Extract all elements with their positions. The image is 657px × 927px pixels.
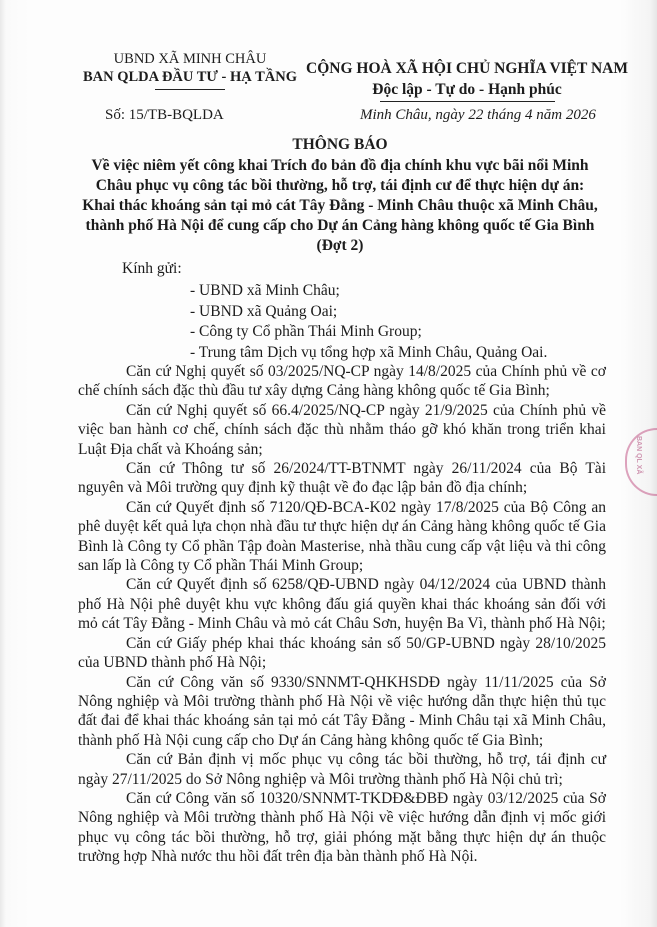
document-number: Số: 15/TB-BQLDA [105,107,224,123]
recipient-item: - Công ty Cổ phần Thái Minh Group; [190,323,422,340]
legal-basis-paragraph: Căn cứ Nghị quyết số 03/2025/NQ-CP ngày 14/8/2025 của Chính phủ về cơ chế chính sách đặc thù đầu tư xây dựng Cảng hàng không quốc tế Gia Bình; [78,363,606,400]
document-subject: Về việc niêm yết công khai Trích đo bản đồ địa chính khu vực bãi nổi Minh Châu phục vụ công tác bồi thường, hỗ trợ, tái định cư để thực hiện dự án: Khai thác khoáng sản tại mỏ cát Tây Đằng - Minh Châu thuộc xã Minh Châu, thành phố Hà Nội để cung cấp cho Dự án Cảng hàng không quốc tế Gia Bình (Đợt 2) [82,157,598,254]
issuer-underline [155,89,225,90]
recipient-item: - UBND xã Minh Châu; [190,282,340,299]
issuer-block [70,50,310,90]
legal-basis-paragraph: Căn cứ Giấy phép khai thác khoáng sản số 50/GP-UBND ngày 28/10/2025 của UBND thành phố Hà Nội; [78,634,606,672]
seal-stamp-fragment [625,428,657,496]
recipient-list [190,281,547,363]
legal-basis-paragraph: Căn cứ Bản định vị mốc phục vụ công tác bồi thường, hỗ trợ, tái định cư ngày 27/11/2025 do Sở Nông nghiệp và Môi trường thành phố Hà Nội chủ trì; [78,751,606,788]
issue-date: Minh Châu, ngày 22 tháng 4 năm 2026 [360,107,596,123]
national-heading [300,58,634,102]
legal-basis-paragraph: Căn cứ Công văn số 10320/SNNMT-TKDĐ&ĐBĐ ngày 03/12/2025 của Sở Nông nghiệp và Môi trường thành phố Hà Nội về việc hướng dẫn định vị mốc giới phục vụ công tác bồi thường, hỗ trợ, giải phóng mặt bằng thực hiện dự án thuộc trường hợp Nhà nước thu hồi đất trên địa bàn thành phố Hà Nội. [78,789,606,866]
legal-basis-paragraph: Căn cứ Nghị quyết số 66.4/2025/NQ-CP ngày 21/9/2025 của Chính phủ về việc ban hành cơ chế, chính sách đặc thù nhằm tháo gỡ khó khăn trong triển khai Luật Địa chất và Khoáng sản; [78,401,606,458]
recipient-item: - Trung tâm Dịch vụ tổng hợp xã Minh Châu, Quảng Oai. [190,343,548,361]
legal-basis-paragraph: Căn cứ Thông tư số 26/2024/TT-BTNMT ngày 26/11/2024 của Bộ Tài nguyên và Môi trường quy định kỹ thuật về đo đạc lập bản đồ địa chính; [78,460,606,497]
stamp-text: BAN QL XÃ [635,436,642,475]
legal-basis-paragraph: Căn cứ Công văn số 9330/SNNMT-QHKHSDĐ ngày 11/11/2025 của Sở Nông nghiệp và Môi trường thành phố Hà Nội về việc hướng dẫn thực hiện thủ tục đất đai để khai thác khoáng sản tại mỏ cát Tây Đằng - Minh Châu tại xã Minh Châu, thành phố Hà Nội cung cấp cho Dự án Cảng hàng không quốc tế Gia Bình; [78,673,606,749]
legal-basis-paragraph: Căn cứ Quyết định số 6258/QĐ-UBND ngày 04/12/2024 của UBND thành phố Hà Nội phê duyệt khu vực không đấu giá quyền khai thác khoáng sản đối với mỏ cát Tây Đằng - Minh Châu và mỏ cát Châu Sơn, huyện Ba Vì, thành phố Hà Nội; [78,576,606,633]
legal-basis-paragraph: Căn cứ Quyết định số 7120/QĐ-BCA-K02 ngày 17/8/2025 của Bộ Công an phê duyệt kết quả lựa chọn nhà đầu tư thực hiện dự án Cảng hàng không quốc tế Gia Bình là Công ty Cổ phần Tập đoàn Masterise, nhà thầu cung cấp vật liệu và thi công san lấp là Công ty Cổ phần Thái Minh Group; [78,498,606,575]
legal-basis-body [78,362,606,867]
issuer-line-1: UBND XÃ MINH CHÂU [113,51,267,67]
national-motto: Độc lập - Tự do - Hạnh phúc [372,81,562,98]
issuer-line-2: BAN QLDA ĐẦU TƯ - HẠ TẦNG [82,69,298,85]
document-title: THÔNG BÁO [292,136,388,153]
recipient-item: - UBND xã Quảng Oai; [190,302,338,320]
nation-name: CỘNG HOÀ XÃ HỘI CHỦ NGHĨA VIỆT NAM [306,60,628,77]
salutation: Kính gửi: [122,260,182,277]
motto-underline [380,101,555,102]
